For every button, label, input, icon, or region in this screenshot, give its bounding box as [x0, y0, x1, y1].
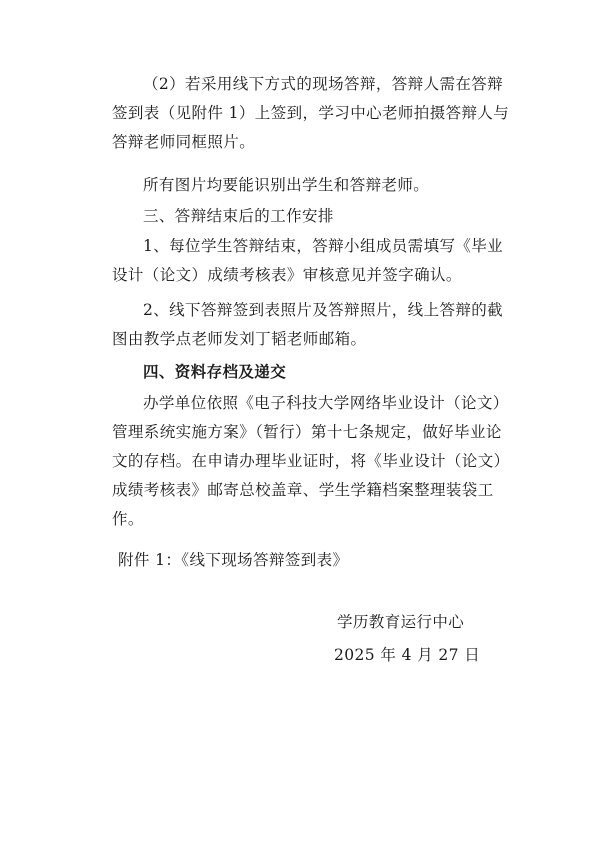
paragraph-photo-submission: 2、线下答辩签到表照片及答辩照片，线上答辩的截图由教学点老师发刘丁韬老师邮箱。: [112, 301, 504, 348]
paragraph-offline-defense: （2）若采用线下方式的现场答辩，答辩人需在答辩签到表（见附件 1）上签到，学习中心老师拍摄答辩人与答辩老师同框照片。: [112, 75, 510, 151]
paragraph-photo-requirement: 所有图片均要能识别出学生和答辩老师。: [143, 176, 430, 194]
signature-date: 2025 年 4 月 27 日: [334, 646, 481, 664]
paragraph-archiving-details: 办学单位依照《电子科技大学网络毕业设计（论文）管理系统实施方案》（暂行）第十七条规定，做好毕业论文的存档。在申请办理毕业证时，将《毕业设计（论文）成绩考核表》邮寄总校盖章、学生学籍档案整理装袋工作。: [112, 394, 510, 528]
paragraph-evaluation-form: 1、每位学生答辩结束，答辩小组成员需填写《毕业设计（论文）成绩考核表》审核意见并签字确认。: [112, 237, 504, 284]
attachment-note: 附件 1：《线下现场答辩签到表》: [118, 551, 349, 569]
signature-organization: 学历教育运行中心: [337, 613, 465, 631]
section-heading-archiving: 四、资料存档及递交: [143, 363, 287, 381]
section-heading-post-defense: 三、答辩结束后的工作安排: [143, 207, 334, 225]
